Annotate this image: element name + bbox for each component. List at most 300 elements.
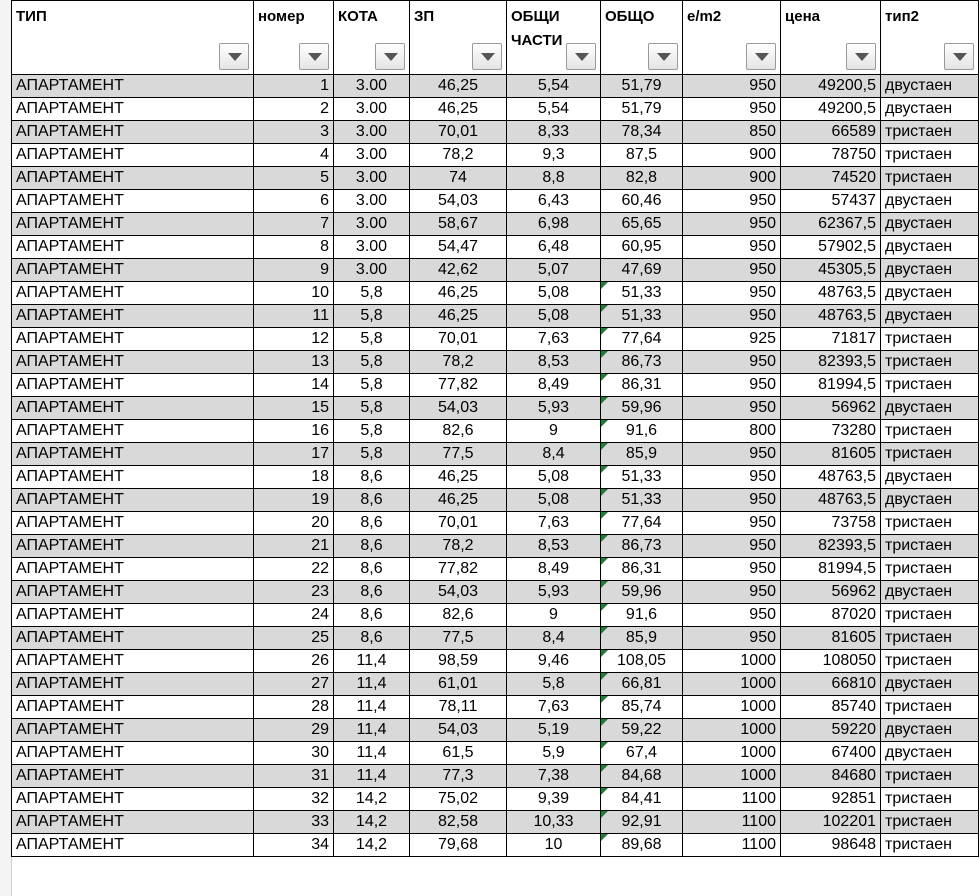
cell-kota[interactable]: 5,8	[334, 282, 410, 305]
cell-obshti[interactable]: 9,39	[507, 788, 601, 811]
cell-zp[interactable]: 82,6	[410, 604, 507, 627]
cell-cena[interactable]: 48763,5	[781, 305, 881, 328]
cell-cena[interactable]: 102201	[781, 811, 881, 834]
cell-zp[interactable]: 42,62	[410, 259, 507, 282]
cell-obshto[interactable]: 65,65	[601, 213, 683, 236]
cell-em2[interactable]: 950	[683, 443, 781, 466]
cell-nomer[interactable]: 7	[254, 213, 334, 236]
cell-kota[interactable]: 5,8	[334, 397, 410, 420]
cell-tip2[interactable]: двустаен	[881, 719, 979, 742]
cell-obshto[interactable]: 77,64	[601, 328, 683, 351]
cell-tip2[interactable]: двустаен	[881, 305, 979, 328]
cell-cena[interactable]: 45305,5	[781, 259, 881, 282]
cell-zp[interactable]: 54,03	[410, 190, 507, 213]
cell-zp[interactable]: 98,59	[410, 650, 507, 673]
cell-cena[interactable]: 81605	[781, 627, 881, 650]
cell-tip[interactable]: АПАРТАМЕНТ	[12, 489, 254, 512]
cell-em2[interactable]: 850	[683, 121, 781, 144]
cell-zp[interactable]: 77,5	[410, 443, 507, 466]
column-header-tip2[interactable]	[881, 1, 979, 75]
cell-em2[interactable]: 950	[683, 535, 781, 558]
cell-kota[interactable]: 8,6	[334, 581, 410, 604]
column-header-obshti[interactable]	[507, 1, 601, 75]
cell-tip[interactable]: АПАРТАМЕНТ	[12, 719, 254, 742]
cell-kota[interactable]: 11,4	[334, 742, 410, 765]
cell-tip[interactable]: АПАРТАМЕНТ	[12, 765, 254, 788]
filter-dropdown-button[interactable]	[472, 43, 502, 70]
cell-tip[interactable]: АПАРТАМЕНТ	[12, 397, 254, 420]
cell-cena[interactable]: 87020	[781, 604, 881, 627]
cell-cena[interactable]: 84680	[781, 765, 881, 788]
cell-em2[interactable]: 950	[683, 98, 781, 121]
column-header-tip[interactable]	[12, 1, 254, 75]
cell-cena[interactable]: 66589	[781, 121, 881, 144]
cell-em2[interactable]: 950	[683, 489, 781, 512]
cell-obshto[interactable]: 91,6	[601, 420, 683, 443]
cell-tip2[interactable]: двустаен	[881, 259, 979, 282]
cell-kota[interactable]: 3.00	[334, 98, 410, 121]
filter-dropdown-button[interactable]	[299, 43, 329, 70]
cell-tip2[interactable]: тристаен	[881, 811, 979, 834]
cell-nomer[interactable]: 2	[254, 98, 334, 121]
cell-tip2[interactable]: двустаен	[881, 466, 979, 489]
cell-em2[interactable]: 900	[683, 167, 781, 190]
cell-tip2[interactable]: двустаен	[881, 742, 979, 765]
cell-tip2[interactable]: тристаен	[881, 788, 979, 811]
cell-zp[interactable]: 61,01	[410, 673, 507, 696]
cell-kota[interactable]: 8,6	[334, 466, 410, 489]
cell-kota[interactable]: 3.00	[334, 167, 410, 190]
cell-obshto[interactable]: 91,6	[601, 604, 683, 627]
cell-cena[interactable]: 73280	[781, 420, 881, 443]
cell-obshti[interactable]: 7,63	[507, 512, 601, 535]
cell-obshti[interactable]: 5,8	[507, 673, 601, 696]
cell-zp[interactable]: 70,01	[410, 512, 507, 535]
cell-tip[interactable]: АПАРТАМЕНТ	[12, 121, 254, 144]
cell-em2[interactable]: 950	[683, 558, 781, 581]
cell-cena[interactable]: 71817	[781, 328, 881, 351]
cell-kota[interactable]: 3.00	[334, 213, 410, 236]
cell-tip2[interactable]: двустаен	[881, 98, 979, 121]
cell-zp[interactable]: 77,82	[410, 558, 507, 581]
cell-obshto[interactable]: 86,73	[601, 351, 683, 374]
cell-tip2[interactable]: тристаен	[881, 535, 979, 558]
cell-em2[interactable]: 800	[683, 420, 781, 443]
cell-kota[interactable]: 14,2	[334, 811, 410, 834]
cell-zp[interactable]: 77,82	[410, 374, 507, 397]
cell-zp[interactable]: 78,2	[410, 144, 507, 167]
cell-zp[interactable]: 46,25	[410, 98, 507, 121]
cell-cena[interactable]: 82393,5	[781, 535, 881, 558]
cell-em2[interactable]: 1000	[683, 650, 781, 673]
cell-tip[interactable]: АПАРТАМЕНТ	[12, 788, 254, 811]
cell-obshti[interactable]: 6,43	[507, 190, 601, 213]
filter-dropdown-button[interactable]	[648, 43, 678, 70]
cell-obshti[interactable]: 9,46	[507, 650, 601, 673]
cell-tip2[interactable]: тристаен	[881, 627, 979, 650]
cell-cena[interactable]: 49200,5	[781, 75, 881, 98]
cell-em2[interactable]: 950	[683, 282, 781, 305]
cell-nomer[interactable]: 29	[254, 719, 334, 742]
cell-cena[interactable]: 92851	[781, 788, 881, 811]
cell-zp[interactable]: 78,2	[410, 351, 507, 374]
cell-obshto[interactable]: 89,68	[601, 834, 683, 857]
cell-kota[interactable]: 11,4	[334, 673, 410, 696]
cell-obshti[interactable]: 9,3	[507, 144, 601, 167]
cell-tip[interactable]: АПАРТАМЕНТ	[12, 328, 254, 351]
cell-obshto[interactable]: 85,9	[601, 443, 683, 466]
cell-obshti[interactable]: 8,53	[507, 351, 601, 374]
column-header-zp[interactable]	[410, 1, 507, 75]
cell-zp[interactable]: 77,3	[410, 765, 507, 788]
cell-tip[interactable]: АПАРТАМЕНТ	[12, 98, 254, 121]
cell-obshti[interactable]: 5,08	[507, 489, 601, 512]
cell-obshto[interactable]: 51,33	[601, 282, 683, 305]
cell-kota[interactable]: 11,4	[334, 696, 410, 719]
cell-tip[interactable]: АПАРТАМЕНТ	[12, 650, 254, 673]
cell-tip2[interactable]: двустаен	[881, 236, 979, 259]
cell-tip2[interactable]: тристаен	[881, 144, 979, 167]
cell-obshti[interactable]: 8,4	[507, 443, 601, 466]
cell-obshto[interactable]: 59,22	[601, 719, 683, 742]
cell-tip[interactable]: АПАРТАМЕНТ	[12, 374, 254, 397]
cell-obshti[interactable]: 5,54	[507, 75, 601, 98]
cell-nomer[interactable]: 9	[254, 259, 334, 282]
cell-tip2[interactable]: двустаен	[881, 489, 979, 512]
cell-obshti[interactable]: 5,93	[507, 397, 601, 420]
cell-obshto[interactable]: 59,96	[601, 397, 683, 420]
cell-tip[interactable]: АПАРТАМЕНТ	[12, 305, 254, 328]
cell-kota[interactable]: 3.00	[334, 190, 410, 213]
cell-cena[interactable]: 56962	[781, 581, 881, 604]
cell-nomer[interactable]: 32	[254, 788, 334, 811]
column-header-obshto[interactable]	[601, 1, 683, 75]
cell-nomer[interactable]: 14	[254, 374, 334, 397]
cell-tip2[interactable]: двустаен	[881, 213, 979, 236]
cell-obshto[interactable]: 47,69	[601, 259, 683, 282]
cell-nomer[interactable]: 19	[254, 489, 334, 512]
filter-dropdown-button[interactable]	[566, 43, 596, 70]
cell-zp[interactable]: 82,6	[410, 420, 507, 443]
cell-cena[interactable]: 49200,5	[781, 98, 881, 121]
cell-zp[interactable]: 75,02	[410, 788, 507, 811]
cell-obshto[interactable]: 92,91	[601, 811, 683, 834]
cell-em2[interactable]: 950	[683, 351, 781, 374]
cell-em2[interactable]: 950	[683, 604, 781, 627]
cell-obshti[interactable]: 9	[507, 420, 601, 443]
cell-em2[interactable]: 1000	[683, 673, 781, 696]
cell-kota[interactable]: 11,4	[334, 765, 410, 788]
cell-tip[interactable]: АПАРТАМЕНТ	[12, 535, 254, 558]
cell-zp[interactable]: 70,01	[410, 121, 507, 144]
cell-cena[interactable]: 81994,5	[781, 374, 881, 397]
cell-zp[interactable]: 78,2	[410, 535, 507, 558]
cell-tip[interactable]: АПАРТАМЕНТ	[12, 236, 254, 259]
filter-dropdown-button[interactable]	[219, 43, 249, 70]
cell-em2[interactable]: 950	[683, 374, 781, 397]
cell-obshto[interactable]: 51,33	[601, 466, 683, 489]
cell-kota[interactable]: 3.00	[334, 75, 410, 98]
cell-obshto[interactable]: 59,96	[601, 581, 683, 604]
cell-tip2[interactable]: тристаен	[881, 558, 979, 581]
cell-zp[interactable]: 82,58	[410, 811, 507, 834]
cell-nomer[interactable]: 6	[254, 190, 334, 213]
cell-cena[interactable]: 98648	[781, 834, 881, 857]
cell-em2[interactable]: 950	[683, 627, 781, 650]
column-header-nomer[interactable]	[254, 1, 334, 75]
filter-dropdown-button[interactable]	[375, 43, 405, 70]
cell-nomer[interactable]: 31	[254, 765, 334, 788]
cell-cena[interactable]: 62367,5	[781, 213, 881, 236]
cell-obshto[interactable]: 51,79	[601, 98, 683, 121]
cell-nomer[interactable]: 21	[254, 535, 334, 558]
cell-kota[interactable]: 5,8	[334, 420, 410, 443]
cell-nomer[interactable]: 33	[254, 811, 334, 834]
cell-em2[interactable]: 950	[683, 213, 781, 236]
cell-tip[interactable]: АПАРТАМЕНТ	[12, 144, 254, 167]
cell-cena[interactable]: 81994,5	[781, 558, 881, 581]
cell-kota[interactable]: 14,2	[334, 788, 410, 811]
cell-tip[interactable]: АПАРТАМЕНТ	[12, 834, 254, 857]
cell-kota[interactable]: 14,2	[334, 834, 410, 857]
cell-kota[interactable]: 3.00	[334, 121, 410, 144]
cell-cena[interactable]: 48763,5	[781, 466, 881, 489]
cell-obshti[interactable]: 6,98	[507, 213, 601, 236]
cell-obshto[interactable]: 51,33	[601, 305, 683, 328]
cell-zp[interactable]: 46,25	[410, 282, 507, 305]
cell-tip2[interactable]: двустаен	[881, 75, 979, 98]
cell-em2[interactable]: 950	[683, 75, 781, 98]
cell-em2[interactable]: 925	[683, 328, 781, 351]
cell-em2[interactable]: 950	[683, 236, 781, 259]
cell-tip[interactable]: АПАРТАМЕНТ	[12, 259, 254, 282]
cell-kota[interactable]: 11,4	[334, 719, 410, 742]
cell-tip2[interactable]: тристаен	[881, 121, 979, 144]
cell-obshto[interactable]: 66,81	[601, 673, 683, 696]
cell-tip2[interactable]: тристаен	[881, 420, 979, 443]
cell-em2[interactable]: 950	[683, 397, 781, 420]
cell-kota[interactable]: 8,6	[334, 489, 410, 512]
cell-em2[interactable]: 1100	[683, 788, 781, 811]
cell-obshti[interactable]: 8,8	[507, 167, 601, 190]
cell-kota[interactable]: 3.00	[334, 144, 410, 167]
cell-tip[interactable]: АПАРТАМЕНТ	[12, 282, 254, 305]
cell-obshto[interactable]: 77,64	[601, 512, 683, 535]
cell-kota[interactable]: 5,8	[334, 328, 410, 351]
cell-nomer[interactable]: 28	[254, 696, 334, 719]
cell-obshto[interactable]: 67,4	[601, 742, 683, 765]
column-header-em2[interactable]	[683, 1, 781, 75]
cell-obshti[interactable]: 8,49	[507, 374, 601, 397]
cell-nomer[interactable]: 25	[254, 627, 334, 650]
cell-tip2[interactable]: тристаен	[881, 765, 979, 788]
cell-cena[interactable]: 82393,5	[781, 351, 881, 374]
cell-tip[interactable]: АПАРТАМЕНТ	[12, 75, 254, 98]
cell-tip2[interactable]: тристаен	[881, 328, 979, 351]
cell-obshto[interactable]: 60,46	[601, 190, 683, 213]
cell-obshto[interactable]: 82,8	[601, 167, 683, 190]
cell-obshti[interactable]: 5,19	[507, 719, 601, 742]
cell-tip2[interactable]: тристаен	[881, 443, 979, 466]
cell-cena[interactable]: 66810	[781, 673, 881, 696]
cell-cena[interactable]: 74520	[781, 167, 881, 190]
cell-obshti[interactable]: 7,63	[507, 328, 601, 351]
cell-tip2[interactable]: тристаен	[881, 834, 979, 857]
cell-cena[interactable]: 67400	[781, 742, 881, 765]
cell-obshti[interactable]: 7,63	[507, 696, 601, 719]
cell-nomer[interactable]: 15	[254, 397, 334, 420]
cell-tip2[interactable]: двустаен	[881, 397, 979, 420]
cell-obshti[interactable]: 8,33	[507, 121, 601, 144]
cell-kota[interactable]: 8,6	[334, 604, 410, 627]
cell-tip[interactable]: АПАРТАМЕНТ	[12, 512, 254, 535]
cell-obshti[interactable]: 10	[507, 834, 601, 857]
cell-obshto[interactable]: 86,73	[601, 535, 683, 558]
cell-tip2[interactable]: тристаен	[881, 374, 979, 397]
cell-tip2[interactable]: двустаен	[881, 190, 979, 213]
cell-zp[interactable]: 46,25	[410, 75, 507, 98]
cell-obshti[interactable]: 5,54	[507, 98, 601, 121]
cell-em2[interactable]: 900	[683, 144, 781, 167]
cell-nomer[interactable]: 11	[254, 305, 334, 328]
cell-cena[interactable]: 57902,5	[781, 236, 881, 259]
cell-kota[interactable]: 5,8	[334, 374, 410, 397]
cell-em2[interactable]: 950	[683, 466, 781, 489]
cell-tip[interactable]: АПАРТАМЕНТ	[12, 627, 254, 650]
cell-em2[interactable]: 950	[683, 305, 781, 328]
cell-nomer[interactable]: 1	[254, 75, 334, 98]
cell-obshti[interactable]: 6,48	[507, 236, 601, 259]
cell-obshti[interactable]: 8,4	[507, 627, 601, 650]
cell-nomer[interactable]: 12	[254, 328, 334, 351]
cell-zp[interactable]: 46,25	[410, 489, 507, 512]
cell-tip2[interactable]: тристаен	[881, 650, 979, 673]
cell-obshto[interactable]: 51,33	[601, 489, 683, 512]
cell-nomer[interactable]: 27	[254, 673, 334, 696]
cell-tip[interactable]: АПАРТАМЕНТ	[12, 581, 254, 604]
cell-tip2[interactable]: двустаен	[881, 282, 979, 305]
cell-nomer[interactable]: 3	[254, 121, 334, 144]
cell-em2[interactable]: 950	[683, 581, 781, 604]
cell-nomer[interactable]: 20	[254, 512, 334, 535]
cell-zp[interactable]: 54,03	[410, 719, 507, 742]
cell-obshti[interactable]: 10,33	[507, 811, 601, 834]
cell-em2[interactable]: 950	[683, 190, 781, 213]
cell-obshti[interactable]: 5,08	[507, 305, 601, 328]
cell-em2[interactable]: 1000	[683, 719, 781, 742]
cell-zp[interactable]: 77,5	[410, 627, 507, 650]
cell-kota[interactable]: 5,8	[334, 443, 410, 466]
cell-zp[interactable]: 46,25	[410, 305, 507, 328]
cell-em2[interactable]: 950	[683, 259, 781, 282]
column-header-kota[interactable]	[334, 1, 410, 75]
cell-obshti[interactable]: 5,08	[507, 466, 601, 489]
cell-zp[interactable]: 54,03	[410, 581, 507, 604]
cell-nomer[interactable]: 24	[254, 604, 334, 627]
cell-zp[interactable]: 46,25	[410, 466, 507, 489]
cell-obshto[interactable]: 84,68	[601, 765, 683, 788]
cell-zp[interactable]: 74	[410, 167, 507, 190]
cell-tip[interactable]: АПАРТАМЕНТ	[12, 558, 254, 581]
cell-kota[interactable]: 3.00	[334, 259, 410, 282]
cell-cena[interactable]: 108050	[781, 650, 881, 673]
cell-cena[interactable]: 81605	[781, 443, 881, 466]
cell-zp[interactable]: 54,03	[410, 397, 507, 420]
cell-nomer[interactable]: 4	[254, 144, 334, 167]
cell-obshto[interactable]: 85,9	[601, 627, 683, 650]
cell-tip[interactable]: АПАРТАМЕНТ	[12, 351, 254, 374]
cell-tip[interactable]: АПАРТАМЕНТ	[12, 443, 254, 466]
cell-tip2[interactable]: тристаен	[881, 512, 979, 535]
cell-em2[interactable]: 1100	[683, 811, 781, 834]
cell-kota[interactable]: 8,6	[334, 627, 410, 650]
cell-nomer[interactable]: 34	[254, 834, 334, 857]
filter-dropdown-button[interactable]	[846, 43, 876, 70]
cell-tip2[interactable]: тристаен	[881, 696, 979, 719]
cell-cena[interactable]: 85740	[781, 696, 881, 719]
cell-kota[interactable]: 5,8	[334, 351, 410, 374]
cell-obshto[interactable]: 84,41	[601, 788, 683, 811]
cell-zp[interactable]: 58,67	[410, 213, 507, 236]
cell-nomer[interactable]: 22	[254, 558, 334, 581]
cell-obshti[interactable]: 9	[507, 604, 601, 627]
cell-nomer[interactable]: 8	[254, 236, 334, 259]
cell-zp[interactable]: 61,5	[410, 742, 507, 765]
cell-obshto[interactable]: 60,95	[601, 236, 683, 259]
cell-nomer[interactable]: 13	[254, 351, 334, 374]
cell-tip2[interactable]: тристаен	[881, 351, 979, 374]
cell-obshto[interactable]: 86,31	[601, 374, 683, 397]
cell-tip2[interactable]: двустаен	[881, 673, 979, 696]
cell-tip[interactable]: АПАРТАМЕНТ	[12, 604, 254, 627]
cell-cena[interactable]: 59220	[781, 719, 881, 742]
cell-obshti[interactable]: 5,93	[507, 581, 601, 604]
cell-cena[interactable]: 48763,5	[781, 489, 881, 512]
cell-kota[interactable]: 8,6	[334, 512, 410, 535]
cell-tip2[interactable]: тристаен	[881, 167, 979, 190]
cell-nomer[interactable]: 5	[254, 167, 334, 190]
cell-tip[interactable]: АПАРТАМЕНТ	[12, 167, 254, 190]
cell-tip[interactable]: АПАРТАМЕНТ	[12, 190, 254, 213]
cell-obshti[interactable]: 5,07	[507, 259, 601, 282]
cell-zp[interactable]: 79,68	[410, 834, 507, 857]
cell-cena[interactable]: 48763,5	[781, 282, 881, 305]
cell-tip[interactable]: АПАРТАМЕНТ	[12, 696, 254, 719]
cell-nomer[interactable]: 18	[254, 466, 334, 489]
cell-zp[interactable]: 54,47	[410, 236, 507, 259]
cell-obshto[interactable]: 108,05	[601, 650, 683, 673]
filter-dropdown-button[interactable]	[944, 43, 974, 70]
column-header-cena[interactable]	[781, 1, 881, 75]
cell-em2[interactable]: 1000	[683, 696, 781, 719]
cell-tip[interactable]: АПАРТАМЕНТ	[12, 811, 254, 834]
cell-obshti[interactable]: 8,49	[507, 558, 601, 581]
cell-obshti[interactable]: 7,38	[507, 765, 601, 788]
cell-kota[interactable]: 8,6	[334, 535, 410, 558]
cell-em2[interactable]: 950	[683, 512, 781, 535]
cell-em2[interactable]: 1100	[683, 834, 781, 857]
cell-cena[interactable]: 57437	[781, 190, 881, 213]
cell-kota[interactable]: 11,4	[334, 650, 410, 673]
cell-obshti[interactable]: 8,53	[507, 535, 601, 558]
cell-tip[interactable]: АПАРТАМЕНТ	[12, 420, 254, 443]
cell-tip2[interactable]: двустаен	[881, 581, 979, 604]
cell-nomer[interactable]: 26	[254, 650, 334, 673]
filter-dropdown-button[interactable]	[746, 43, 776, 70]
cell-obshto[interactable]: 85,74	[601, 696, 683, 719]
cell-obshto[interactable]: 87,5	[601, 144, 683, 167]
cell-obshti[interactable]: 5,08	[507, 282, 601, 305]
